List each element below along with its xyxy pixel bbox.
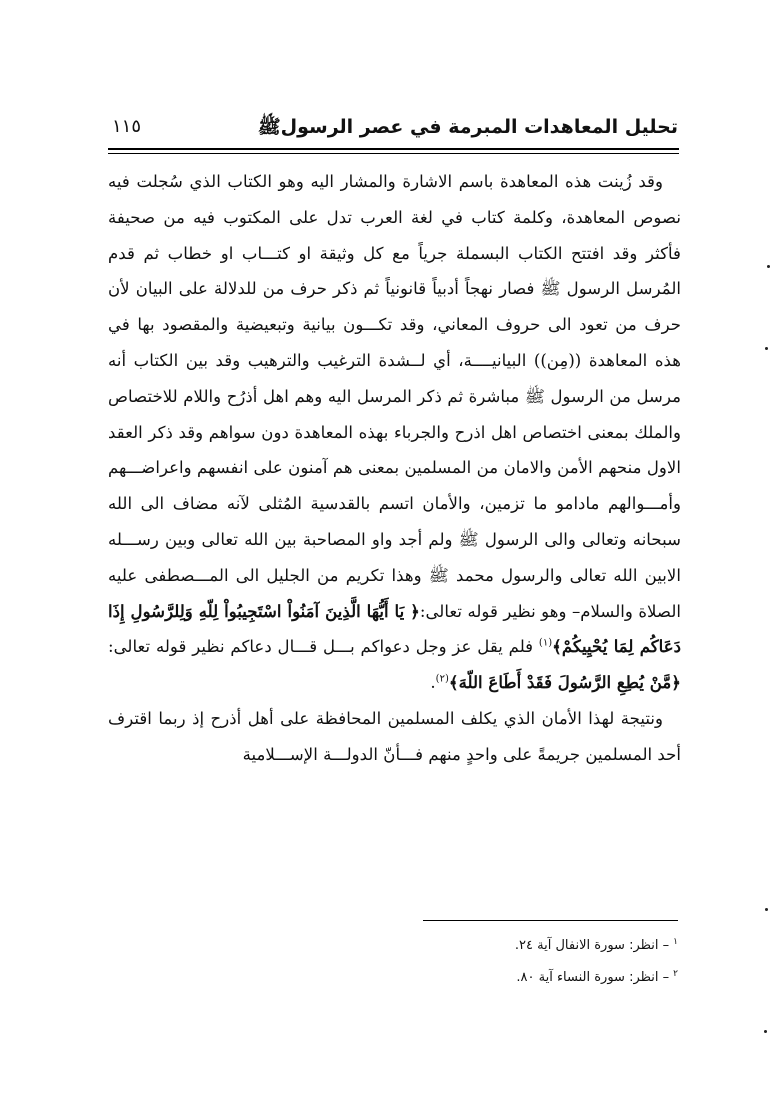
scan-speck xyxy=(765,908,768,911)
scan-speck xyxy=(764,1030,767,1033)
paragraph-1-text: وقد زُينت هذه المعاهدة باسم الاشارة والمشار اليه وهو الكتاب الذي سُجلت فيه نصوص المعاهدة، وكلمة كتاب في لغة العرب تدل على المكتوب فيه من صحيفة فأكثر وقد افتتح الكتاب البسملة جرياً مع كل وثيقة او كتـــاب او خطاب ثم قدم المُرسل الرسول ﷺ فصار نهجاً أدبياً قانونياً ثم ذكر حرف من للدلالة على البيان لأن حرف من تعود الى حروف المعاني، وقد تكـــون بيانية وتبعيضية والمقصود بها في هذه المعاهدة ((مِن)) البيانيــــة، أي لــشدة الترغيب والترهيب وقد بين الكتاب أنه مرسل من الرسول ﷺ مباشرة ثم ذكر المرسل اليه وهم اهل أذرُح واللام للاختصاص والملك بمعنى اختصاص اهل اذرح والجرباء بهذه المعاهدة دون سواهم وقد ذكر العقد الاول منحهم الأمن والامان من المسلمين بمعنى هم آمنون على انفسهم واعراضـــهم وأمـــوالهم مادامو ما تزمين، والأمان اتسم بالقدسية المُثلى لآنه مضاف الى الله سبحانه وتعالى والى الرسول ﷺ ولم أجد واو المصاحبة بين الله تعالى وبين رســـله الابين الله تعالى والرسول محمد ﷺ وهذا تكريم من الجليل الى المـــصطفى عليه الصلاة والسلام– وهو نظير قوله تعالى: xyxy=(108,172,681,621)
body-text xyxy=(108,164,681,773)
running-header-title: تحليل المعاهدات المبرمة في عصر الرسولﷺ xyxy=(257,116,678,138)
footnote-text: – انظر: سورة الانفال آية ٢٤. xyxy=(514,938,670,953)
paragraph-1 xyxy=(108,164,681,701)
header-rule-thin xyxy=(108,153,679,154)
header-rule-thick xyxy=(108,148,679,150)
footnote-2 xyxy=(258,962,678,994)
footnote-ref-1[interactable]: (١) xyxy=(538,637,553,649)
paragraph-2: ونتيجة لهذا الأمان الذي يكلف المسلمين المحافظة على أهل أذرح إذ ربما اقترف أحد المسلمين جريمةً على واحدٍ منهم فـــأنّ الدولـــة الإســـلامية xyxy=(108,708,681,764)
footnote-number: ١ xyxy=(673,936,678,947)
footnote-separator xyxy=(423,920,678,921)
page-number: ١١٥ xyxy=(112,116,142,137)
quran-quote-2: ﴿مَّنْ يُطِعِ الرَّسُولَ فَقَدْ أَطَاعَ اللّهَ﴾ xyxy=(448,672,681,693)
footnote-ref-2[interactable]: (٢) xyxy=(435,673,449,685)
paragraph-1-continuation: فلم يقل عز وجل دعواكم بـــل قـــال دعاكم نظير قوله تعالى: xyxy=(108,637,539,657)
footnote-1 xyxy=(258,930,678,962)
paragraph-1-end: . xyxy=(430,673,436,693)
scan-speck xyxy=(765,347,768,350)
footnote-number: ٢ xyxy=(673,968,678,979)
scan-speck xyxy=(767,265,770,268)
quran-quote-1: ﴿ يَا أَيُّهَا الَّذِينَ آمَنُواْ اسْتَجِيبُواْ لِلّهِ وَلِلرَّسُولِ إِذَا دَعَاكُم لِمَا يُحْيِيكُمْ﴾ xyxy=(108,600,681,657)
footnote-text: – انظر: سورة النساء آية ٨٠. xyxy=(516,970,670,985)
footnotes xyxy=(258,930,678,994)
